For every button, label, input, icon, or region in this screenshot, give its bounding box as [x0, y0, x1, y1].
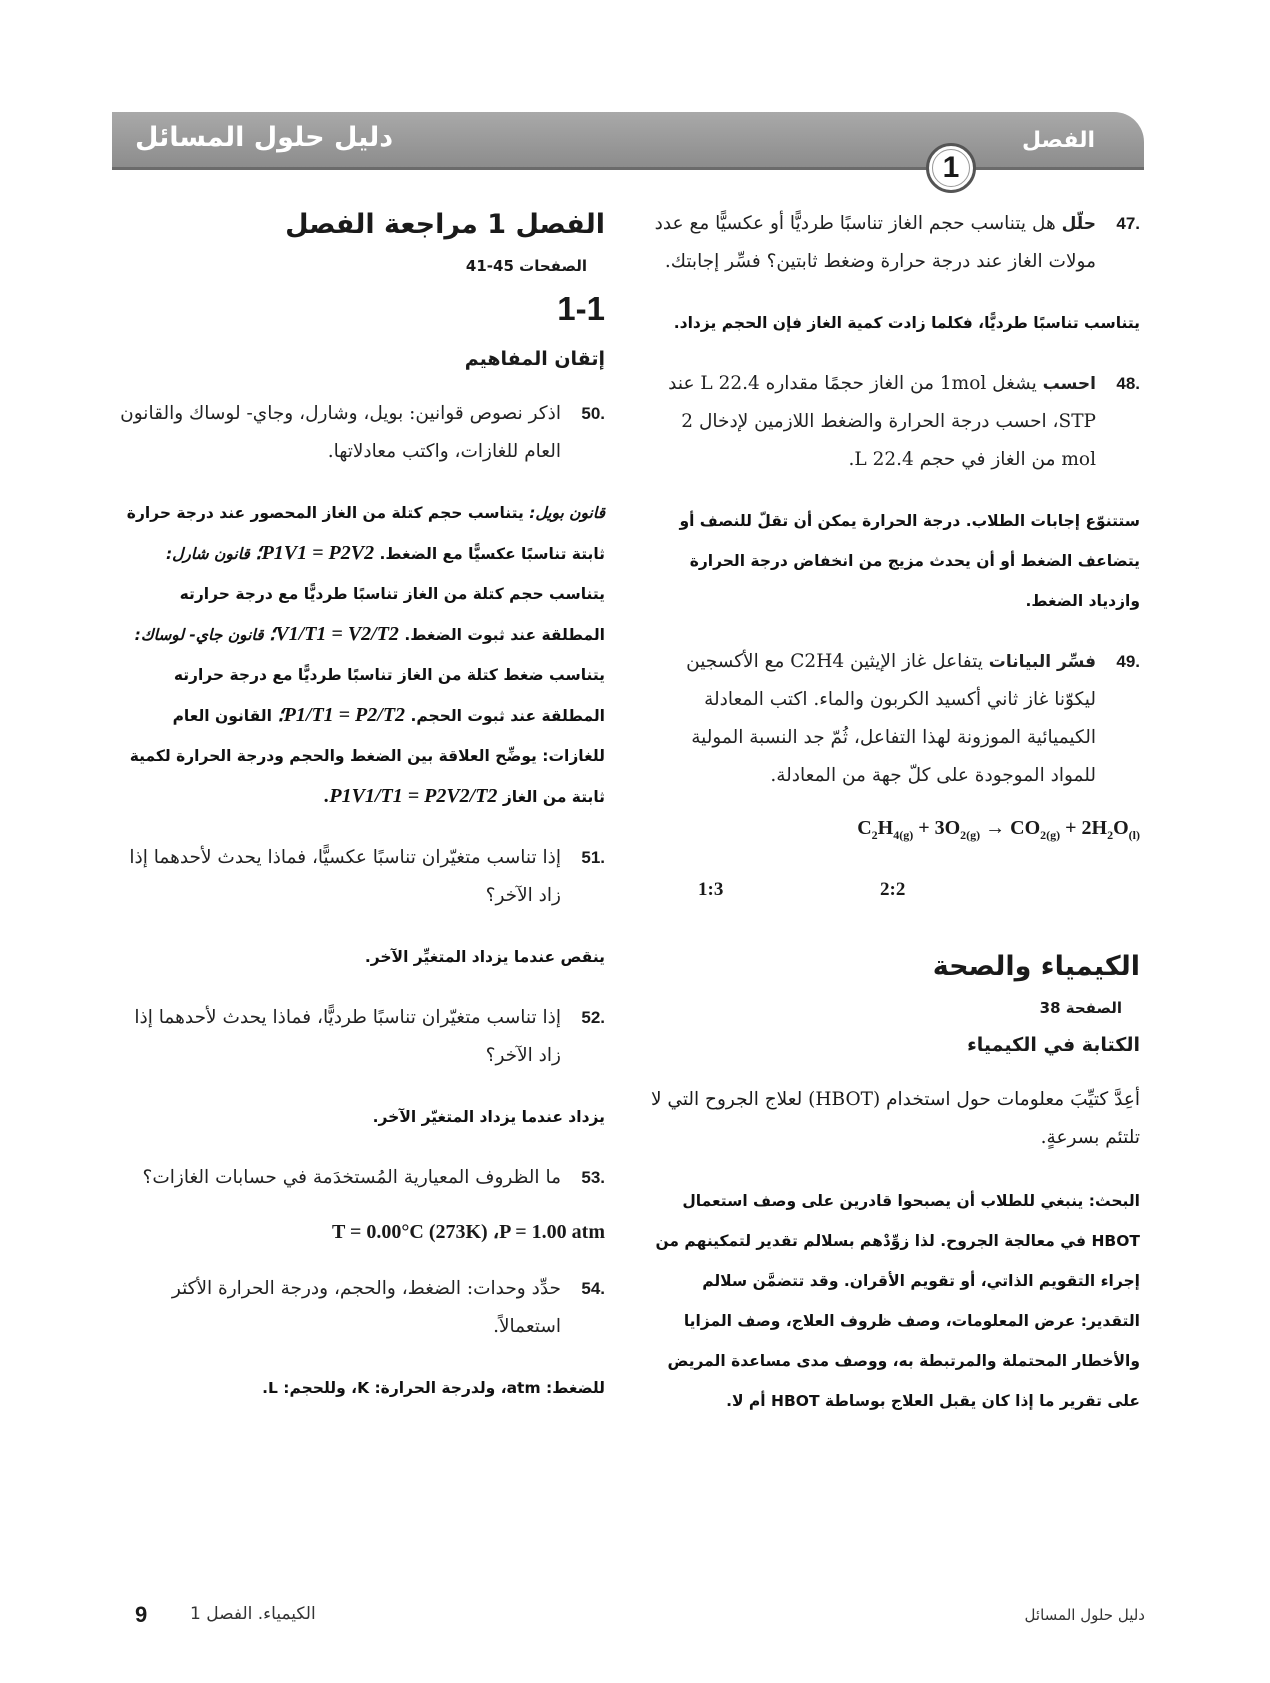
left-column: [115, 205, 605, 1430]
question-number: 47.: [1116, 214, 1140, 233]
section-number: 1-1: [557, 290, 605, 327]
question-keyword: فسِّر البيانات: [988, 652, 1096, 672]
footer-guide: دليل حلول المسائل: [1024, 1606, 1145, 1624]
question-number: 50.: [581, 404, 605, 423]
question-47: [650, 205, 1140, 281]
answer-50: [115, 493, 605, 817]
writing-answer: البحث: ينبغي للطلاب أن يصبحوا قادرين على وصف استعمال HBOT في معالجة الجروح. لذا زوِّدْهم بسلالم تقدير لتمكينهم من إجراء التقويم الذاتي، أو تقويم الأقران. وقد تتضمَّن سلالم التقدير: عرض المعلومات، وصف ظروف العلاج، وصف المزايا والأخطار المحتملة والمرتبطة به، ووصف مدى مساعدة المريض على تقرير ما إذا كان يقبل العلاج بوساطة HBOT أم لا.: [655, 1192, 1140, 1410]
mole-ratio-reactants: 1:3: [698, 879, 724, 900]
law-equation-general: P1V1/T1 = P2V2/T2.: [324, 785, 498, 807]
answer-54: للضغط: atm، ولدرجة الحرارة: K، وللحجم: L.: [262, 1379, 605, 1397]
law-name-gay-lussac: قانون جاي- لوساك:: [134, 626, 264, 644]
question-text: ما الظروف المعيارية المُستخدَمة في حسابات الغازات؟: [142, 1167, 561, 1188]
writing-heading: الكتابة في الكيمياء: [967, 1034, 1140, 1056]
mastery-heading: إتقان المفاهيم: [464, 348, 605, 370]
answer-52: يزداد عندما يزداد المتغيّر الآخر.: [372, 1108, 605, 1126]
footer-page-number: 9: [135, 1602, 148, 1627]
law-equation-charles: V1/T1 = V2/T2؛: [268, 623, 399, 645]
chemical-equation: $C_2H_{4(g)} + 3O_{2(g)} \to CO_{2(g)} + 2H_2O_{(l)}$: [857, 817, 1140, 842]
right-column: [650, 205, 1140, 1443]
question-number: 49.: [1116, 652, 1140, 671]
question-text: [650, 643, 1096, 795]
review-title: الفصل 1 مراجعة الفصل: [285, 209, 605, 240]
law-equation-boyle: P1V1 = P2V2؛: [255, 542, 375, 564]
law-equation-gay-lussac: P1/T1 = P2/T2؛: [277, 704, 406, 726]
law-text-gay-lussac: يتناسب ضغط كتلة من الغاز تناسبًا طرديًّا مع درجة حرارته المطلقة عند ثبوت الحجم.: [173, 666, 605, 725]
law-text-charles: يتناسب حجم كتلة من الغاز تناسبًا طرديًّا مع درجة حرارته المطلقة عند ثبوت الضغط.: [179, 585, 605, 644]
question-50: [115, 395, 605, 471]
question-text: [650, 205, 1096, 281]
answer-51: ينقص عندما يزداد المتغيِّر الآخر.: [364, 948, 605, 966]
question-keyword: حلّل: [1061, 214, 1096, 234]
answer-47: يتناسب تناسبًا طرديًّا، فكلما زادت كمية الغاز فإن الحجم يزداد.: [673, 314, 1140, 332]
question-number: 53.: [581, 1168, 605, 1187]
question-54: [115, 1270, 605, 1346]
writing-prompt: أعِدَّ كتيِّبَ معلومات حول استخدام (HBOT) لعلاج الجروح التي لا تلتئم بسرعةٍ.: [650, 1089, 1140, 1148]
mole-ratio-products: 2:2: [880, 879, 906, 900]
question-52: [115, 999, 605, 1075]
health-page-ref: الصفحة 38: [1039, 999, 1122, 1017]
question-body: يشغل 1mol من الغاز حجمًا مقداره 22.4 L عند STP، احسب درجة الحرارة والضغط اللازمين لإدخال 2 mol من الغاز في حجم 22.4 L.: [668, 373, 1096, 470]
question-number: 48.: [1116, 374, 1140, 393]
question-text: إذا تناسب متغيّران تناسبًا طرديًّا، فماذا يحدث لأحدهما إذا زاد الآخر؟: [134, 1007, 561, 1066]
review-pages: الصفحات 45-41: [465, 257, 587, 275]
mole-ratio-row: [650, 873, 1140, 913]
question-number: 54.: [581, 1279, 605, 1298]
question-keyword: احسب: [1042, 374, 1096, 394]
footer-chapter: الكيمياء. الفصل 1: [190, 1604, 316, 1624]
question-number: 51.: [581, 848, 605, 867]
question-53: [115, 1159, 605, 1197]
answer-53: T = 0.00°C (273K) ،P = 1.00 atm: [332, 1221, 605, 1243]
header-title: دليل حلول المسائل: [135, 122, 394, 153]
question-body: هل يتناسب حجم الغاز تناسبًا طرديًّا أو عكسيًّا مع عدد مولات الغاز عند درجة حرارة وضغط ثابتين؟ فسِّر إجابتك.: [654, 213, 1096, 272]
question-48: [650, 365, 1140, 479]
header-rule: [112, 167, 1144, 170]
question-text: اذكر نصوص قوانين: بويل، وشارل، وجاي- لوساك والقانون العام للغازات، واكتب معادلاتها.: [120, 403, 561, 462]
question-49: [650, 643, 1140, 795]
section-heading-health: الكيمياء والصحة: [932, 951, 1140, 982]
chapter-number-badge: 1: [926, 143, 976, 193]
question-text: إذا تناسب متغيّران تناسبًا عكسيًّا، فماذا يحدث لأحدهما إذا زاد الآخر؟: [129, 847, 561, 906]
law-text-boyle: يتناسب حجم كتلة من الغاز المحصور عند درجة حرارة ثابتة تناسبًا عكسيًّا مع الضغط.: [126, 504, 605, 563]
law-text-general: القانون العام للغازات: يوضِّح العلاقة بين الضغط والحجم ودرجة الحرارة لكمية ثابتة من الغاز: [129, 707, 605, 806]
header-chapter-label: الفصل: [1022, 128, 1095, 153]
answer-48: ستتنوّع إجابات الطلاب. درجة الحرارة يمكن أن تقلّ للنصف أو يتضاعف الضغط أو أن يحدث مزيج من انخفاض درجة الحرارة وازدياد الضغط.: [679, 512, 1140, 610]
question-51: [115, 839, 605, 915]
question-text: حدِّد وحدات: الضغط، والحجم، ودرجة الحرارة الأكثر استعمالاً.: [171, 1278, 561, 1337]
question-text: [650, 365, 1096, 479]
law-name-boyle: قانون بويل:: [529, 504, 605, 522]
question-body: يتفاعل غاز الإيثين C2H4 مع الأكسجين ليكوّنا غاز ثاني أكسيد الكربون والماء. اكتب المعادلة الكيميائية الموزونة لهذا التفاعل، ثُمّ جد النسبة المولية للمواد الموجودة على كلّ جهة من المعادلة.: [686, 651, 1096, 786]
question-number: 52.: [581, 1008, 605, 1027]
law-name-charles: قانون شارل:: [165, 545, 250, 563]
